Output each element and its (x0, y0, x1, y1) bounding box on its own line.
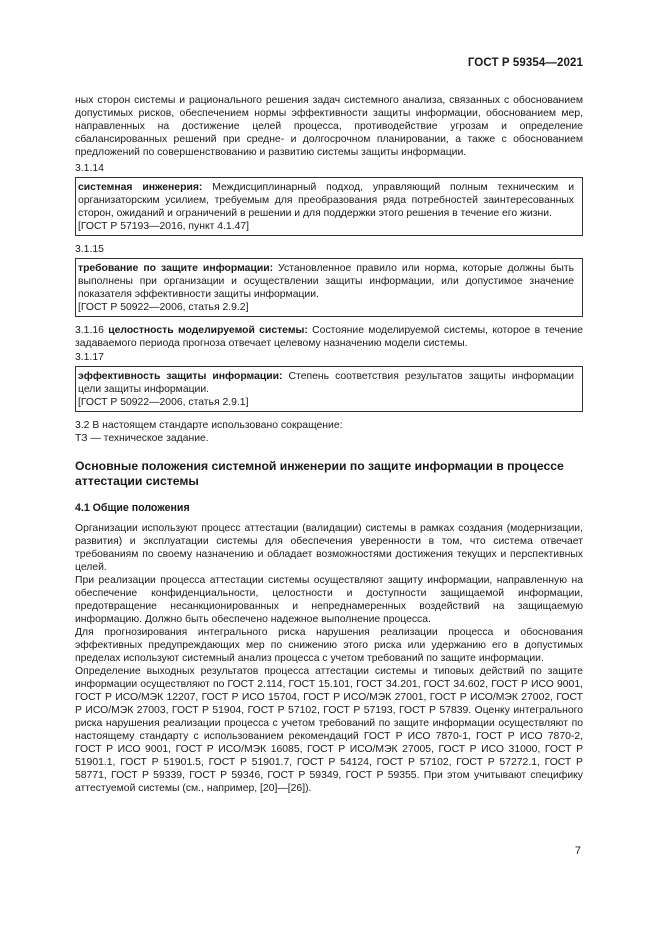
body-paragraph: Организации используют процесс аттестации (валидации) системы в рамках создания (модернизации, развития) и эксплуатации системы для обеспечения уверенности в том, что система отвечает требованиям по своему назначению и обладает возможностями достижения текущих и перспективных целей. (75, 523, 583, 573)
abbrev-intro: 3.2 В настоящем стандарте использовано сокращение: (75, 420, 343, 431)
standard-header: ГОСТ Р 59354—2021 (467, 57, 583, 69)
term-number-3-1-14: 3.1.14 (75, 163, 104, 174)
term-source-3-1-17: [ГОСТ Р 50922—2006, статья 2.9.1] (78, 397, 249, 408)
term-number-3-1-16: 3.1.16 (75, 325, 104, 336)
term-definition-3-1-17 (78, 370, 574, 396)
term-box-3-1-14 (75, 177, 583, 236)
intro-paragraph: ных сторон системы и рационального решения задач системного анализа, связанных с обоснованием допустимых рисков, обеспечением нормы эффективности защиты информации, обоснованием мер, направленных на достижение целей процесса, противодействие угрозам и определение сбалансированных решений при средне- и долгосрочном планировании, а также с обоснованием предложений по совершенствованию и развитию системы защиты информации. (75, 95, 583, 158)
page-number: 7 (574, 845, 581, 857)
document-body (75, 94, 583, 795)
term-text: Степень соответствия результатов защиты информации цели защиты информации. (78, 371, 574, 395)
term-text: Установленное правило или норма, которые должны быть выполнены при организации и осуществлении защиты информации, или допустимое значение показателя эффективности защиты информации. (78, 263, 575, 300)
term-name: эффективность защиты информации: (78, 371, 283, 382)
term-name: целостность моделируемой системы: (108, 325, 308, 336)
term-number-3-1-15: 3.1.15 (75, 244, 104, 255)
term-source-3-1-14: [ГОСТ Р 57193—2016, пункт 4.1.47] (78, 221, 250, 232)
term-text: Междисциплинарный подход, управляющий полным техническим и организаторским усилием, требуемым для преобразования ряда потребностей заинтересованных сторон, ожиданий и ограничений в решении и для поддержки этого решения в течение его жизни. (78, 182, 574, 219)
term-box-3-1-15 (75, 258, 583, 317)
term-definition-3-1-14 (78, 181, 574, 220)
term-source-3-1-15: [ГОСТ Р 50922—2006, статья 2.9.2] (78, 302, 249, 313)
section-title: Основные положения системной инженерии по защите информации в процессе аттестации системы (75, 459, 564, 488)
term-text: Состояние моделируемой системы, которое в течение задаваемого периода прогноза отвечает целевому назначению модели системы. (75, 325, 584, 349)
term-box-3-1-17 (75, 366, 583, 412)
term-number-3-1-17: 3.1.17 (75, 352, 104, 363)
body-paragraph: Определение выходных результатов процесса аттестации системы и типовых действий по защите информации осуществляют по ГОСТ 2.114, ГОСТ 15.101, ГОСТ 34.201, ГОСТ 34.602, ГОСТ Р ИСО 9001, ГОСТ Р ИСО/МЭК 12207, ГОСТ Р ИСО 15704, ГОСТ Р ИСО/МЭК 27001, ГОСТ Р ИСО/МЭК 27002, ГОСТ Р ИСО/МЭК 27003, ГОСТ Р 51904, ГОСТ Р 57102, ГОСТ Р 57193, ГОСТ Р 57839. Оценку интегрального риска нарушения реализации процесса с учетом требований по защите информации осуществляют по настоящему стандарту с использованием рекомендаций ГОСТ Р ИСО 7870-1, ГОСТ Р ИСО 7870-2, ГОСТ Р ИСО 9001, ГОСТ Р ИСО/МЭК 16085, ГОСТ Р ИСО/МЭК 27005, ГОСТ Р ИСО 31000, ГОСТ Р 51901.1, ГОСТ Р 51901.5, ГОСТ Р 51901.7, ГОСТ Р 54124, ГОСТ Р 57102, ГОСТ Р 57272.1, ГОСТ Р 58771, ГОСТ Р 59339, ГОСТ Р 59346, ГОСТ Р 59349, ГОСТ Р 59355. При этом учитывают специфику аттестуемой системы (см., например, [20]—[26]). (75, 666, 583, 794)
term-3-1-16 (75, 324, 583, 350)
body-paragraph: При реализации процесса аттестации системы осуществляют защиту информации, направленную на обеспечение конфиденциальности, целостности и доступности защищаемой информации, предотвращение несанкционированных и непреднамеренных воздействий на защищаемую информацию. Должно быть обеспечено надежное выполнение процесса. (75, 575, 583, 625)
body-paragraph: Для прогнозирования интегрального риска нарушения реализации процесса и обоснования эффективных предупреждающих мер по снижению этого риска или удержанию его в допустимых пределах используют системный анализ процесса с учетом требований по защите информации. (75, 627, 583, 664)
term-name: требование по защите информации: (78, 263, 274, 274)
abbrev-item: ТЗ — техническое задание. (75, 433, 209, 444)
term-definition-3-1-15 (78, 262, 574, 301)
term-name: системная инженерия: (78, 182, 203, 193)
subsection-title: 4.1 Общие положения (75, 502, 190, 514)
